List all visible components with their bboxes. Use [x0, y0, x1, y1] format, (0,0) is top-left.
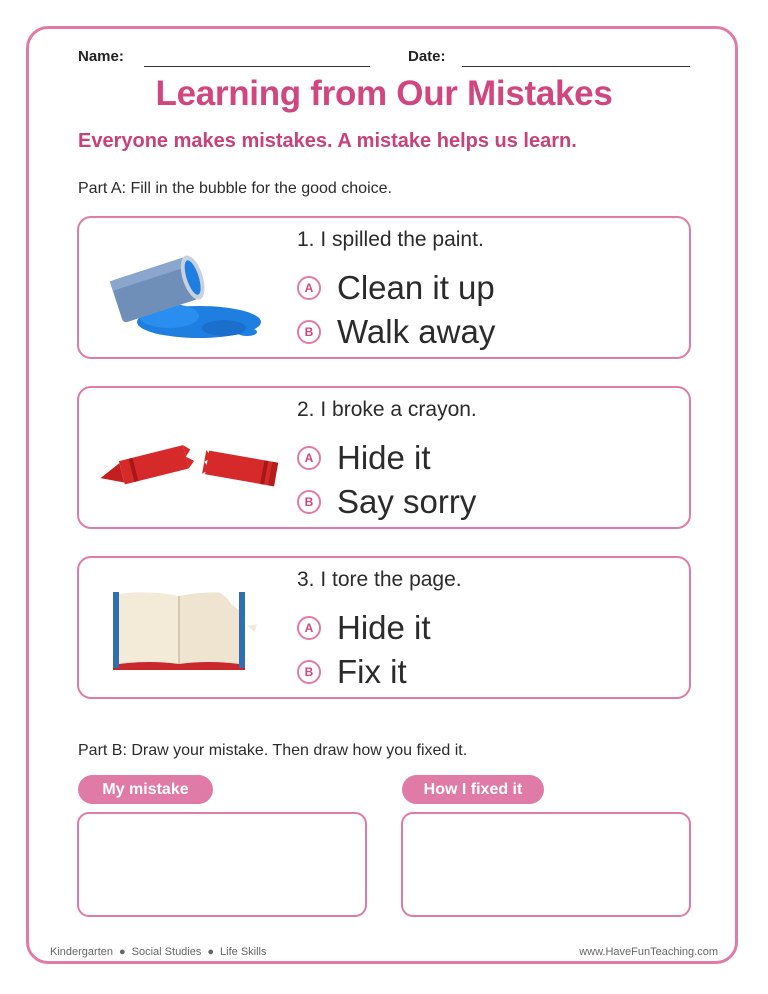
choice-text: Hide it: [337, 609, 431, 646]
part-b-instruction: Part B: Draw your mistake. Then draw how you fixed it.: [78, 742, 468, 759]
choice-text: Hide it: [337, 439, 431, 476]
bullet-icon: ●: [119, 946, 126, 958]
how-i-fixed-it-drawing-area[interactable]: [401, 812, 691, 917]
choice-text: Clean it up: [337, 269, 495, 306]
question-1-choice-b[interactable]: [297, 312, 495, 352]
broken-crayon-icon: [99, 406, 279, 510]
bubble-b[interactable]: B: [297, 490, 321, 514]
part-a-instruction: Part A: Fill in the bubble for the good choice.: [78, 180, 392, 197]
question-3-choice-b[interactable]: [297, 652, 407, 692]
choice-text: Walk away: [337, 313, 496, 350]
date-label: Date:: [408, 48, 446, 65]
bubble-a[interactable]: A: [297, 446, 321, 470]
choice-text: Fix it: [337, 653, 407, 690]
question-1-prompt: 1. I spilled the paint.: [297, 228, 484, 251]
question-3-prompt: 3. I tore the page.: [297, 568, 462, 591]
name-label: Name:: [78, 48, 124, 65]
date-field[interactable]: [462, 66, 690, 67]
footer-website[interactable]: www.HaveFunTeaching.com: [579, 946, 718, 958]
bullet-icon: ●: [207, 946, 215, 958]
question-3-choice-a[interactable]: [297, 608, 431, 648]
question-2-prompt: 2. I broke a crayon.: [297, 398, 477, 421]
header-fields: [78, 48, 690, 70]
bubble-b[interactable]: B: [297, 660, 321, 684]
torn-book-icon: [99, 576, 279, 680]
choice-text: Say sorry: [337, 483, 477, 520]
name-field[interactable]: [144, 66, 370, 67]
my-mistake-label: My mistake: [78, 775, 213, 804]
bubble-a[interactable]: A: [297, 276, 321, 300]
question-1-choice-a[interactable]: [297, 268, 495, 308]
footer-tags: [50, 946, 267, 958]
question-2-card: [77, 386, 691, 529]
page-title: Learning from Our Mistakes: [155, 74, 613, 113]
bubble-a[interactable]: A: [297, 616, 321, 640]
question-3-card: [77, 556, 691, 699]
question-2-choice-b[interactable]: [297, 482, 476, 522]
spilled-paint-icon: [99, 236, 279, 340]
my-mistake-drawing-area[interactable]: [77, 812, 367, 917]
how-i-fixed-it-label: How I fixed it: [402, 775, 544, 804]
footer-tag: Social Studies: [131, 946, 202, 958]
question-2-choice-a[interactable]: [297, 438, 431, 478]
bubble-b[interactable]: B: [297, 320, 321, 344]
question-1-card: [77, 216, 691, 359]
footer-tag: Life Skills: [220, 946, 267, 958]
footer-tag: Kindergarten: [50, 946, 113, 958]
page-subtitle: Everyone makes mistakes. A mistake helps us learn.: [78, 130, 577, 152]
